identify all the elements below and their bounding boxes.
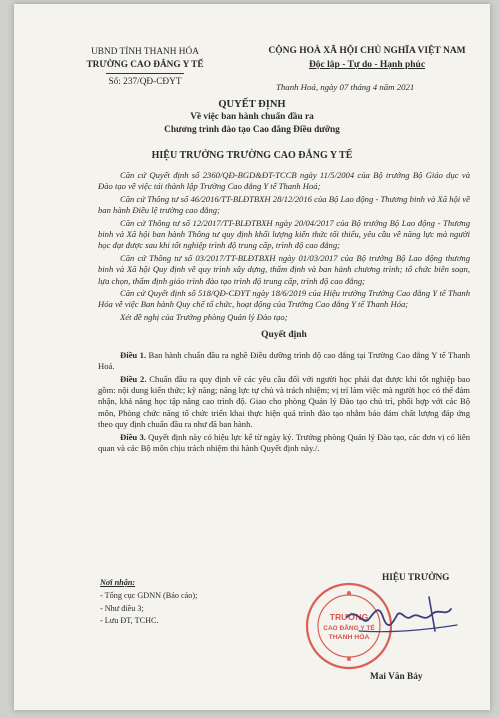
handwritten-signature-icon	[339, 587, 469, 657]
country-name: CỘNG HOÀ XÃ HỘI CHỦ NGHĨA VIỆT NAM	[268, 46, 466, 56]
svg-text:CAO ĐẲNG Y TẾ: CAO ĐẲNG Y TẾ	[323, 625, 375, 632]
svg-text:THANH HÓA: THANH HÓA	[328, 634, 370, 641]
decision-title: QUYẾT ĐỊNH	[218, 99, 286, 110]
document-date: Thanh Hoá, ngày 07 tháng 4 năm 2021	[276, 82, 415, 92]
issuing-authority: HIỆU TRƯỞNG TRƯỜNG CAO ĐẲNG Y TẾ	[151, 150, 353, 161]
article-3-text: Quyết định này có hiệu lực kể từ ngày ký. Trưởng phòng Quản lý Đào tạo, các đơn vị có liên quan và các Bộ môn chịu trách nhiệm thi hành Quyết định này./.	[98, 431, 471, 453]
preamble-1: Căn cứ Quyết định số 2360/QĐ-BGD&ĐT-TCCB ngày 11/5/2004 của Bộ trưởng Bộ Giáo dục và Đào tạo về việc tái thành lập Trường Cao đẳng Y tế Thanh Hoá;	[98, 170, 470, 192]
national-motto: Độc lập - Tự do - Hạnh phúc	[308, 60, 426, 70]
preamble-3: Căn cứ Thông tư số 12/2017/TT-BLĐTBXH ngày 20/04/2017 của Bộ trưởng Bộ Lao động - Thương binh và Xã hội ban hành Thông tư quy định khối lượng kiến thức tối thiểu, yêu cầu về năng lực mà người học đạt được sau khi tốt nghiệp trình độ trung cấp, trình độ cao đẳng;	[98, 217, 470, 251]
recipients-block	[100, 577, 197, 628]
signer-name: Mai Văn Bảy	[370, 672, 423, 682]
article-2	[98, 374, 470, 431]
recipient-2: - Như điều 3;	[100, 603, 144, 613]
recipient-3: - Lưu ĐT, TCHC.	[100, 616, 159, 626]
ministry-name: UBND TỈNH THANH HÓA	[91, 47, 199, 57]
decision-heading: Quyết định	[261, 330, 307, 341]
recipients-heading: Nơi nhận:	[100, 578, 136, 587]
preamble-6: Xét đề nghị của Trưởng phòng Quản lý Đào tạo;	[120, 311, 288, 322]
header-left-rule	[106, 73, 184, 74]
header-right	[242, 44, 492, 72]
header-left	[70, 46, 220, 89]
article-3	[98, 432, 470, 455]
article-3-label: Điều 3.	[120, 431, 146, 442]
preamble-2: Căn cứ Thông tư số 46/2016/TT-BLĐTBXH 28/12/2016 của Bộ Lao động - Thương binh và Xã hội về ban hành Điều lệ trường cao đẳng;	[98, 193, 470, 216]
school-name: TRƯỜNG CAO ĐẲNG Y TẾ	[86, 60, 204, 70]
article-2-label: Điều 2.	[120, 373, 147, 384]
document-number: Số: 237/QĐ-CĐYT	[108, 77, 182, 87]
preamble-5: Căn cứ Quyết định số 518/QĐ-CĐYT ngày 18/6/2019 của Hiệu trưởng Trường Cao đẳng Y tế Thanh Hóa về việc Ban hành Quy chế tổ chức, hoạt động của Trường Cao đẳng Y tế Thanh Hóa;	[98, 288, 470, 310]
signer-title: HIỆU TRƯỞNG	[382, 573, 450, 583]
document-page	[14, 4, 490, 710]
article-1-text: Ban hành chuẩn đầu ra nghề Điều dưỡng trình độ cao đẳng tại Trường Cao đẳng Y tế Thanh Hoá.	[98, 349, 470, 372]
article-1	[98, 350, 470, 373]
article-2-text: Chuẩn đầu ra quy định về các yêu cầu đối với người học phải đạt được khi tốt nghiệp bao gồm: nội dung kiến thức; kỹ năng; năng lực tự chủ và trách nhiệm; vị trí làm việc mà người học có thể đảm nhận, khả năng học tập nâng cao trình độ. Giao cho phòng Quản lý Đào tạo chủ trì, phối hợp với các Bộ môn, Phòng chức năng tổ chức triển khai thực hiện quá trình đào tạo nhằm bảo đảm chất lượng đáp ứng theo quy định chuẩn đầu ra như đã ban hành.	[98, 373, 470, 430]
document-body	[98, 170, 470, 455]
recipient-1: - Tổng cục GDNN (Báo cáo);	[100, 590, 198, 600]
decision-subtitle-1: Về việc ban hành chuẩn đầu ra	[190, 112, 314, 122]
preamble-4: Căn cứ Thông tư số 03/2017/TT-BLĐTBXH ngày 01/03/2017 của Bộ trưởng Bộ Lao động thương binh và Xã hội Quy định về quy trình xây dựng, thẩm định và ban hành chương trình; tổ chức biên soạn, lựa chọn, thẩm định giáo trình đào tạo trình độ trung cấp, trình độ cao đẳng;	[98, 252, 470, 286]
article-1-label: Điều 1.	[120, 349, 147, 360]
decision-subtitle-2: Chương trình đào tạo Cao đẳng Điều dưỡng	[164, 125, 340, 135]
svg-text:TRƯỜNG: TRƯỜNG	[329, 612, 369, 622]
